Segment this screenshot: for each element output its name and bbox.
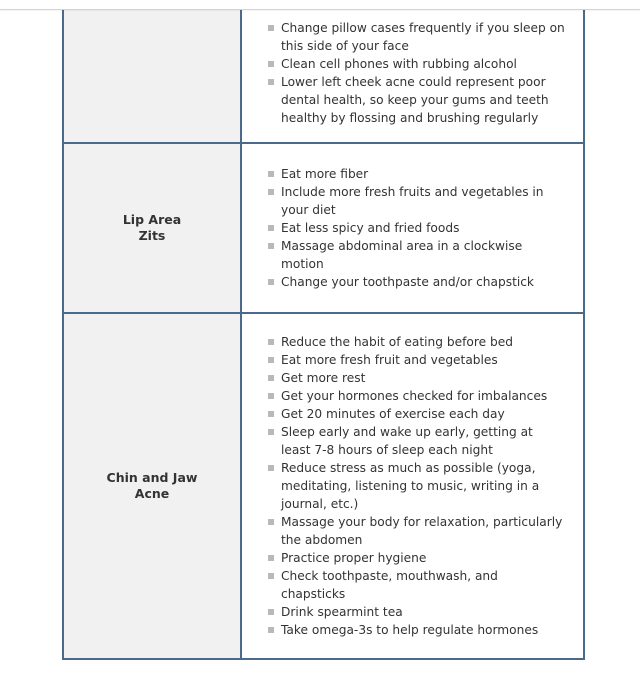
list-item: Lower left cheek acne could represent poor dental health, so keep your gums and teeth healthy by flossing and brushing regularly	[266, 73, 583, 127]
list-item: Take omega-3s to help regulate hormones	[266, 621, 583, 639]
list-item: Include more fresh fruits and vegetables in your diet	[266, 183, 583, 219]
table-row-chin-jaw	[63, 313, 584, 659]
remedies-cell	[241, 0, 584, 143]
remedies-cell	[241, 143, 584, 313]
list-item: Clean cell phones with rubbing alcohol	[266, 55, 583, 73]
acne-face-map-table-container	[62, 0, 585, 660]
row-label-cell	[63, 143, 241, 313]
list-item: Get your hormones checked for imbalances	[266, 387, 583, 405]
list-item: Massage your body for relaxation, particularly the abdomen	[266, 513, 583, 549]
list-item: Change pillow cases frequently if you sleep on this side of your face	[266, 19, 583, 55]
row-label-line: Chin and Jaw	[106, 470, 198, 485]
table-row-lip-area	[63, 143, 584, 313]
list-item: Practice proper hygiene	[266, 549, 583, 567]
row-label-cell	[63, 313, 241, 659]
list-item: Change your toothpaste and/or chapstick	[266, 273, 583, 291]
table-row-cheek	[63, 0, 584, 143]
list-item: Drink spearmint tea	[266, 603, 583, 621]
row-label-cell	[63, 0, 241, 143]
list-item: Eat more fresh fruit and vegetables	[266, 351, 583, 369]
list-item: Reduce stress as much as possible (yoga, meditating, listening to music, writing in a journal, etc.)	[266, 459, 583, 513]
list-item: Eat more fiber	[266, 165, 583, 183]
list-item: Eat less spicy and fried foods	[266, 219, 583, 237]
list-item: Check toothpaste, mouthwash, and chapsticks	[266, 567, 583, 603]
list-item: Sleep early and wake up early, getting at least 7-8 hours of sleep each night	[266, 423, 583, 459]
row-label-line: Acne	[134, 486, 170, 501]
remedies-list	[242, 333, 583, 639]
list-item: Get more rest	[266, 369, 583, 387]
browser-top-bar	[0, 0, 640, 10]
remedies-list	[242, 165, 583, 291]
row-label-line: Lip Area	[122, 212, 182, 227]
remedies-list	[242, 7, 583, 127]
acne-remedies-table	[62, 0, 585, 660]
row-label-line: Zits	[138, 228, 166, 243]
list-item: Reduce the habit of eating before bed	[266, 333, 583, 351]
list-item: Get 20 minutes of exercise each day	[266, 405, 583, 423]
list-item: Massage abdominal area in a clockwise motion	[266, 237, 583, 273]
remedies-cell	[241, 313, 584, 659]
